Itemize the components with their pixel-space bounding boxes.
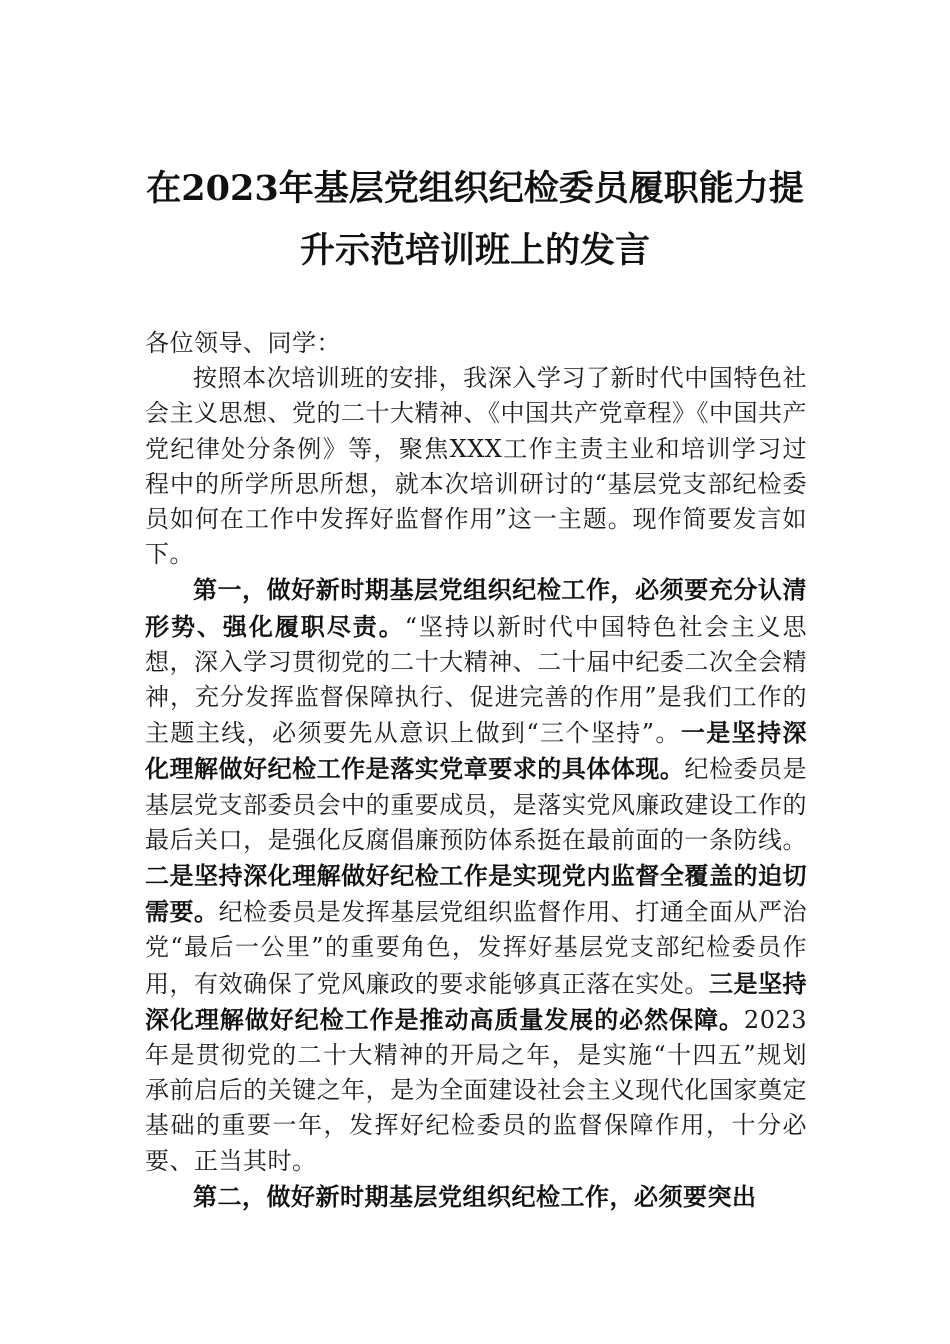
point-2-heading: 二是坚持深化理解做好纪检工作是实现党内监督全覆盖的迫切需要。 — [145, 861, 807, 927]
salutation: 各位领导、同学： — [145, 329, 341, 357]
section-1-paragraph — [145, 572, 807, 1178]
document-title: 在2023年基层党组织纪检委员履职能力提升示范培训班上的发言 — [146, 168, 804, 271]
point-3-heading: 三是坚持深化理解做好纪检工作是推动高质量发展的必然保障。 — [145, 968, 808, 1034]
section-1-text: “坚持以新时代中国特色社会主义思想，深入学习贯彻党的二十大精神、二十届中纪委二次全会精神，充分发挥监督保障执行、促进完善的作用”是我们工作的主题主线，必须要先从意识上做到“三个坚持”。 — [145, 612, 807, 748]
point-3-text: 2023年是贯彻党的二十大精神的开局之年，是实施“十四五”规划承前启后的关键之年，是为全面建设社会主义现代化国家奠定基础的重要一年，发挥好纪检委员的监督保障作用，十分必要、正当其时。 — [145, 1005, 807, 1175]
document-body — [145, 326, 807, 1215]
point-1-text: 纪检委员是基层党支部委员会中的重要成员，是落实党风廉政建设工作的最后关口，是强化反腐倡廉预防体系挺在最前面的一条防线。 — [145, 755, 807, 854]
section-1-heading: 第一，做好新时期基层党组织纪检工作，必须要充分认清形势、强化履职尽责。 — [145, 575, 807, 641]
intro-paragraph: 按照本次培训班的安排，我深入学习了新时代中国特色社会主义思想、党的二十大精神、《中国共产党章程》《中国共产党纪律处分条例》等，聚焦XXX工作主责主业和培训学习过程中的所学所思所想，就本次培训研讨的“基层党支部纪检委员如何在工作中发挥好监督作用”这一主题。现作简要发言如下。 — [145, 364, 807, 569]
point-1-heading: 一是坚持深化理解做好纪检工作是落实党章要求的具体体现。 — [145, 718, 807, 784]
point-2-text: 纪检委员是发挥基层党组织监督作用、打通全面从严治党“最后一公里”的重要角色，发挥好基层党支部纪检委员作用，有效确保了党风廉政的要求能够真正落在实处。 — [145, 898, 808, 998]
section-2-heading: 第二，做好新时期基层党组织纪检工作，必须要突出 — [193, 1181, 757, 1211]
section-2-paragraph — [145, 1179, 807, 1215]
